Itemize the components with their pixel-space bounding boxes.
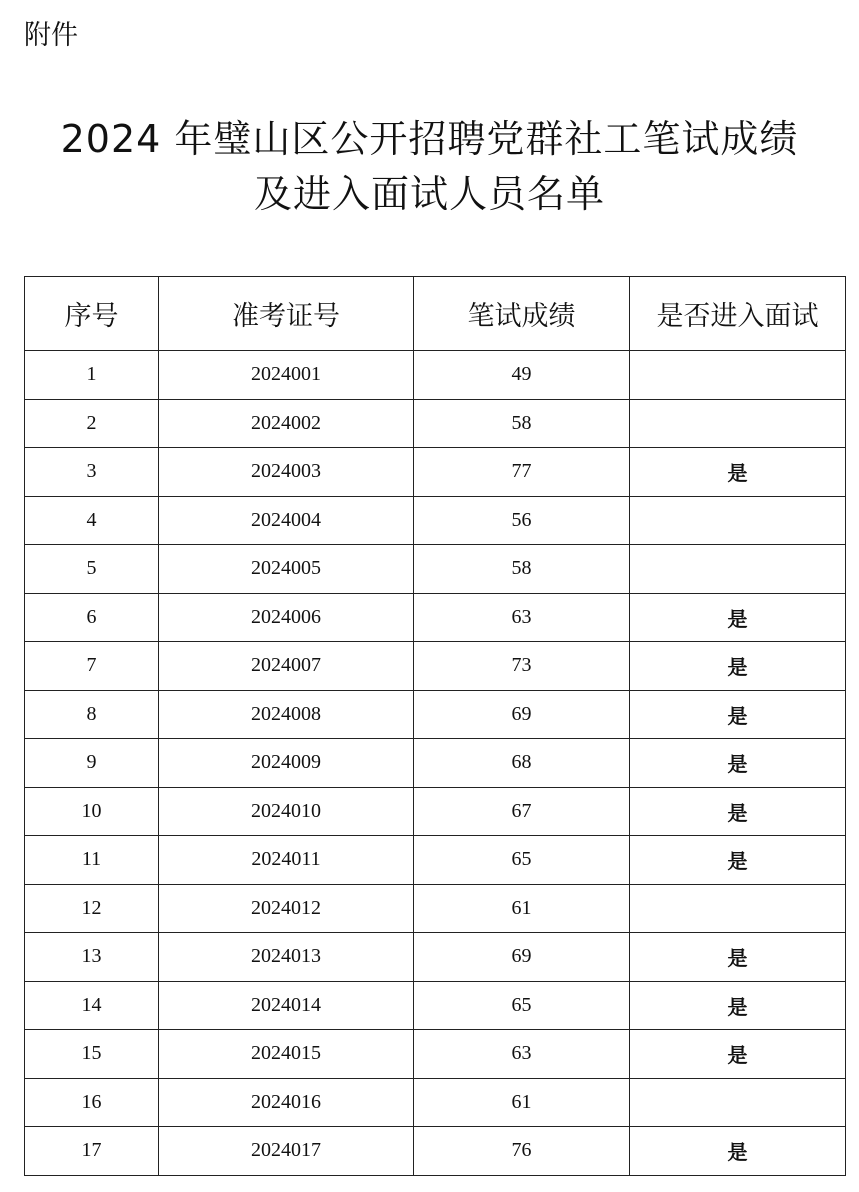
cell-written-score: 68 [414, 739, 630, 788]
cell-written-score: 73 [414, 642, 630, 691]
cell-written-score: 61 [414, 1078, 630, 1127]
table-row [25, 593, 846, 642]
cell-written-score: 77 [414, 448, 630, 497]
table-row [25, 1078, 846, 1127]
cell-interview-status: 是 [630, 787, 846, 836]
table-row [25, 448, 846, 497]
cell-written-score: 58 [414, 545, 630, 594]
cell-admission-number: 2024016 [159, 1078, 414, 1127]
cell-interview-status: 是 [630, 1127, 846, 1176]
table-row [25, 496, 846, 545]
cell-written-score: 56 [414, 496, 630, 545]
cell-serial-number: 4 [25, 496, 159, 545]
table-header-row [25, 277, 846, 351]
cell-admission-number: 2024015 [159, 1030, 414, 1079]
cell-interview-status [630, 496, 846, 545]
cell-admission-number: 2024017 [159, 1127, 414, 1176]
cell-interview-status [630, 351, 846, 400]
cell-written-score: 65 [414, 836, 630, 885]
header-written-score: 笔试成绩 [414, 277, 630, 351]
table-row [25, 836, 846, 885]
cell-written-score: 67 [414, 787, 630, 836]
cell-interview-status: 是 [630, 690, 846, 739]
cell-serial-number: 13 [25, 933, 159, 982]
table-row [25, 690, 846, 739]
cell-serial-number: 17 [25, 1127, 159, 1176]
table-row [25, 399, 846, 448]
table-row [25, 739, 846, 788]
document-title-line1: 2024 年璧山区公开招聘党群社工笔试成绩 [60, 117, 799, 161]
cell-serial-number: 7 [25, 642, 159, 691]
cell-serial-number: 5 [25, 545, 159, 594]
cell-interview-status [630, 884, 846, 933]
table-row [25, 545, 846, 594]
cell-written-score: 69 [414, 690, 630, 739]
results-table [24, 276, 846, 1176]
cell-interview-status: 是 [630, 448, 846, 497]
cell-serial-number: 1 [25, 351, 159, 400]
document-title-line2: 及进入面试人员名单 [253, 172, 605, 216]
cell-interview-status: 是 [630, 1030, 846, 1079]
table-row [25, 642, 846, 691]
cell-admission-number: 2024003 [159, 448, 414, 497]
attachment-label: 附件 [24, 20, 78, 51]
cell-admission-number: 2024011 [159, 836, 414, 885]
cell-admission-number: 2024001 [159, 351, 414, 400]
cell-serial-number: 9 [25, 739, 159, 788]
cell-serial-number: 6 [25, 593, 159, 642]
cell-serial-number: 11 [25, 836, 159, 885]
table-row [25, 1127, 846, 1176]
cell-written-score: 65 [414, 981, 630, 1030]
cell-interview-status [630, 1078, 846, 1127]
cell-admission-number: 2024012 [159, 884, 414, 933]
cell-admission-number: 2024008 [159, 690, 414, 739]
cell-admission-number: 2024013 [159, 933, 414, 982]
cell-admission-number: 2024006 [159, 593, 414, 642]
cell-admission-number: 2024002 [159, 399, 414, 448]
cell-written-score: 63 [414, 1030, 630, 1079]
cell-written-score: 58 [414, 399, 630, 448]
cell-admission-number: 2024009 [159, 739, 414, 788]
cell-serial-number: 10 [25, 787, 159, 836]
cell-admission-number: 2024010 [159, 787, 414, 836]
cell-serial-number: 2 [25, 399, 159, 448]
cell-serial-number: 3 [25, 448, 159, 497]
cell-interview-status: 是 [630, 981, 846, 1030]
header-serial-number: 序号 [25, 277, 159, 351]
table-row [25, 981, 846, 1030]
table-row [25, 884, 846, 933]
cell-interview-status: 是 [630, 836, 846, 885]
cell-written-score: 63 [414, 593, 630, 642]
cell-written-score: 61 [414, 884, 630, 933]
cell-interview-status: 是 [630, 593, 846, 642]
cell-interview-status: 是 [630, 642, 846, 691]
cell-serial-number: 12 [25, 884, 159, 933]
cell-admission-number: 2024007 [159, 642, 414, 691]
cell-interview-status [630, 399, 846, 448]
table-row [25, 787, 846, 836]
cell-serial-number: 8 [25, 690, 159, 739]
table-body [25, 351, 846, 1176]
cell-serial-number: 16 [25, 1078, 159, 1127]
table-row [25, 1030, 846, 1079]
cell-admission-number: 2024004 [159, 496, 414, 545]
header-interview-status: 是否进入面试 [630, 277, 846, 351]
cell-written-score: 69 [414, 933, 630, 982]
table-row [25, 351, 846, 400]
cell-written-score: 49 [414, 351, 630, 400]
cell-admission-number: 2024005 [159, 545, 414, 594]
cell-interview-status: 是 [630, 739, 846, 788]
cell-written-score: 76 [414, 1127, 630, 1176]
header-admission-number: 准考证号 [159, 277, 414, 351]
cell-serial-number: 15 [25, 1030, 159, 1079]
cell-interview-status: 是 [630, 933, 846, 982]
table-row [25, 933, 846, 982]
cell-serial-number: 14 [25, 981, 159, 1030]
cell-interview-status [630, 545, 846, 594]
cell-admission-number: 2024014 [159, 981, 414, 1030]
